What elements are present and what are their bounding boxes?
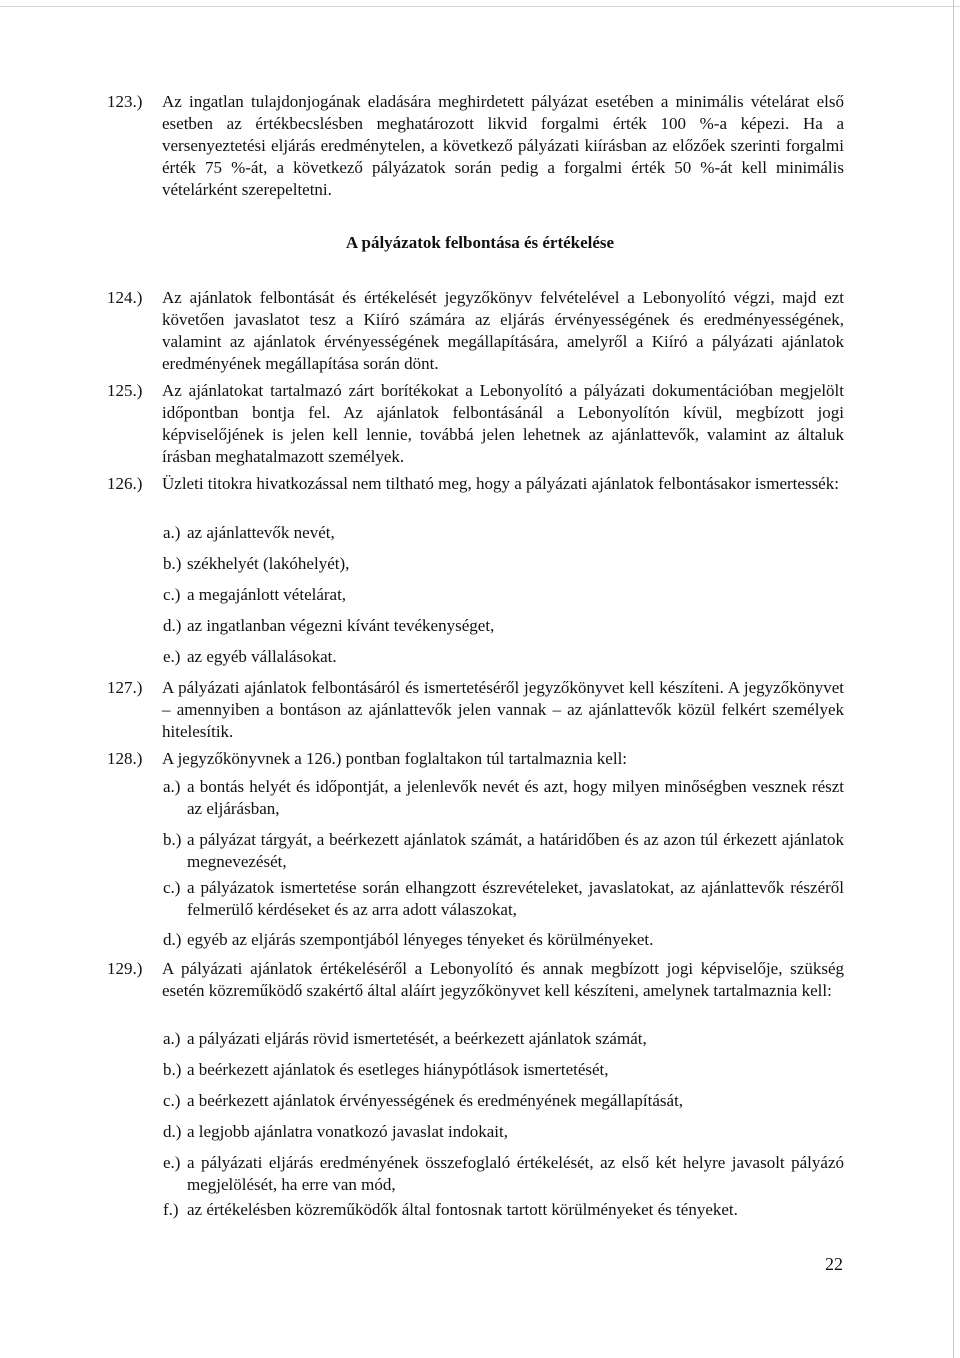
- section-text: Az ingatlan tulajdonjogának eladására meghirdetett pályázat esetében a minimális vételárat első esetben az értékbecslésben meghatározott likvid forgalmi érték 100 %-a képezi. Ha a versenyeztetési eljárás eredménytelen, a következő pályázati kiírásban az előzőek szerinti forgalmi érték 75 %-át, a következő pályázatok során pedig a forgalmi érték 50 %-át kell minimális vételárként szerepeltetni.: [162, 92, 844, 199]
- list-item-text: a beérkezett ajánlatok érvényességének és eredményének megállapítását,: [187, 1091, 684, 1110]
- list-item-text: a pályázati eljárás eredményének összefoglaló értékelését, az első két helyre javasolt pályázó megjelölését, ha erre van mód,: [187, 1153, 844, 1194]
- list-item-label: a.): [163, 777, 181, 796]
- section-text: Az ajánlatok felbontását és értékelését jegyzőkönyv felvételével a Lebonyolító végzi, majd ezt követően javaslatot tesz a Kiíró számára az eljárás érvényességének és eredményességének, valamint az ajánlatok érvényességének megállapítására, amelyről a Kiíró a pályázati ajánlatok eredményének megállapítása során dönt.: [162, 288, 844, 373]
- section-number: 124.): [107, 288, 143, 307]
- list-item-text: a legjobb ajánlatra vonatkozó javaslat indokait,: [187, 1122, 508, 1141]
- list-item-label: d.): [163, 616, 182, 635]
- list-item-text: székhelyét (lakóhelyét),: [187, 554, 350, 573]
- list-item-label: f.): [163, 1200, 179, 1219]
- list-item-label: b.): [163, 1060, 182, 1079]
- list-item-text: egyéb az eljárás szempontjából lényeges tényeket és körülményeket.: [187, 930, 654, 949]
- section-number: 125.): [107, 381, 143, 400]
- list-item-label: b.): [163, 830, 182, 849]
- list-item-text: a pályázat tárgyát, a beérkezett ajánlatok számát, a határidőben és az azon túl érkezett ajánlatok megnevezését,: [187, 830, 844, 871]
- list-item-label: c.): [163, 585, 181, 604]
- list-item-label: c.): [163, 878, 181, 897]
- section-text: Az ajánlatokat tartalmazó zárt borítékokat a Lebonyolító a pályázati dokumentációban megjelölt időpontban bontja fel. Az ajánlatok felbontásánál a Lebonyolítón kívül, megbízott jogi képviselőjének is jelen kell lennie, továbbá jelen lehetnek az ajánlattevők, valamint az általuk írásban meghatalmazott személyek.: [162, 381, 844, 466]
- page-number: 22: [825, 1254, 843, 1274]
- section-number: 127.): [107, 678, 143, 697]
- list-item-label: d.): [163, 1122, 182, 1141]
- list-item-text: a pályázatok ismertetése során elhangzott észrevételeket, javaslatokat, az ajánlattevők részéről felmerülő kérdéseket és az arra adott válaszokat,: [187, 878, 844, 919]
- list-item-text: a pályázati eljárás rövid ismertetését, a beérkezett ajánlatok számát,: [187, 1029, 647, 1048]
- list-item-label: b.): [163, 554, 182, 573]
- scan-edge-right: [953, 0, 954, 1358]
- list-item-text: az egyéb vállalásokat.: [187, 647, 337, 666]
- section-text: A jegyzőkönyvnek a 126.) pontban foglaltakon túl tartalmaznia kell:: [162, 749, 628, 768]
- section-number: 128.): [107, 749, 143, 768]
- list-item-label: e.): [163, 1153, 181, 1172]
- list-item-label: c.): [163, 1091, 181, 1110]
- scan-edge-top: [0, 6, 960, 7]
- list-item-label: a.): [163, 1029, 181, 1048]
- list-item-text: az ajánlattevők nevét,: [187, 523, 335, 542]
- section-text: A pályázati ajánlatok felbontásáról és ismertetéséről jegyzőkönyvet kell készíteni. A jegyzőkönyvet – amennyiben a bontáson az ajánlattevők jelen vannak – az ajánlattevők közül felkért személyek hitelesítik.: [162, 678, 844, 741]
- list-item-text: a beérkezett ajánlatok és esetleges hiánypótlások ismertetését,: [187, 1060, 609, 1079]
- section-number: 123.): [107, 92, 143, 111]
- section-number: 129.): [107, 959, 143, 978]
- list-item-label: a.): [163, 523, 181, 542]
- section-123: [107, 91, 844, 201]
- list-item-text: az értékelésben közreműködők által fontosnak tartott körülményeket és tényeket.: [187, 1200, 738, 1219]
- section-text: Üzleti titokra hivatkozással nem tiltható meg, hogy a pályázati ajánlatok felbontásakor ismertessék:: [162, 474, 839, 493]
- list-item-label: d.): [163, 930, 182, 949]
- list-item-text: az ingatlanban végezni kívánt tevékenységet,: [187, 616, 495, 635]
- section-text: A pályázati ajánlatok értékeléséről a Lebonyolító és annak megbízott jogi képviselője, szükség esetén közreműködő szakértő által aláírt jegyzőkönyvet kell készíteni, amelynek tartalmaznia kell:: [162, 959, 844, 1000]
- list-item-label: e.): [163, 647, 181, 666]
- section-heading: A pályázatok felbontása és értékelése: [345, 233, 615, 252]
- list-item-text: a bontás helyét és időpontját, a jelenlevők nevét és azt, hogy milyen minőségben vesznek részt az eljárásban,: [187, 777, 844, 818]
- list-item-text: a megajánlott vételárat,: [187, 585, 347, 604]
- section-number: 126.): [107, 474, 143, 493]
